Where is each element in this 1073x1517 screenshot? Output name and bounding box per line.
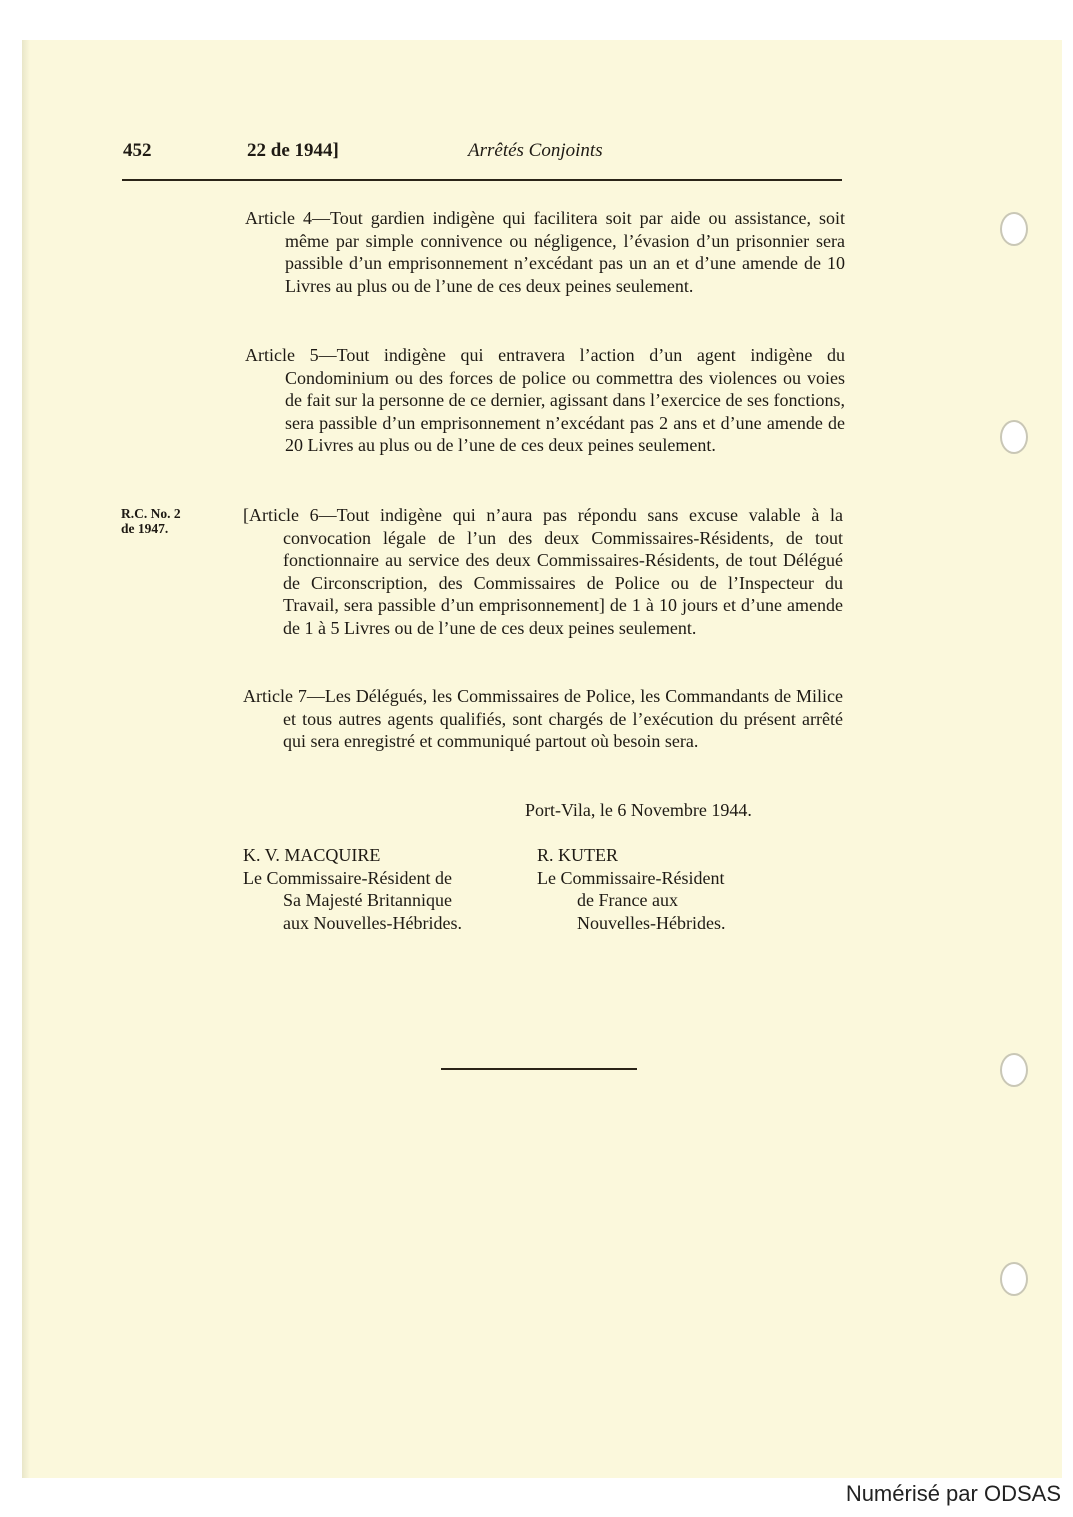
place-and-date: Port-Vila, le 6 Novembre 1944. [525, 800, 752, 820]
page-edge-shadow [22, 40, 30, 1478]
digitised-credit: Numérisé par ODSAS [845, 1481, 1061, 1506]
article-6: [Article 6—Tout indigène qui n’aura pas répondu sans excuse valable à la convocation légale de l’un des deux Commissaires-Résidents, de tout fonctionnaire au service des deux Commissaires-Résidents, de tout Délégué de Circonscription, des Commissaires de Police ou de l’Inspecteur du Travail, sera passible d’un emprisonnement] de 1 à 10 jours et d’une amende de 1 à 5 Livres ou de l’une de ces deux peines seulement. [243, 505, 843, 638]
binder-hole [1000, 1053, 1028, 1087]
binder-hole [1000, 1262, 1028, 1296]
signatory-name: R. KUTER [537, 845, 618, 865]
signatory-title: Sa Majesté Britannique [283, 890, 452, 910]
signature-british [243, 844, 462, 934]
signatory-title: Le Commissaire-Résident [537, 867, 725, 888]
binder-hole [1000, 212, 1028, 246]
end-rule [441, 1068, 637, 1070]
signatory-name: K. V. MACQUIRE [243, 845, 381, 865]
signatory-title: Nouvelles-Hébrides. [577, 912, 726, 933]
article-7: Article 7—Les Délégués, les Commissaires de Police, les Commandants de Milice et tous autres agents qualifiés, sont chargés de l’exécution du présent arrêté qui sera enregistré et communiqué partout où besoin sera. [243, 686, 843, 751]
signatory-title: Le Commissaire-Résident de [243, 867, 452, 888]
margin-note-line: de 1947. [121, 521, 169, 536]
article-4: Article 4—Tout gardien indigène qui facilitera soit par aide ou assistance, soit même par simple connivence ou négligence, l’évasion d’un prisonnier sera passible d’un emprisonnement n’excédant pas un an et d’une amende de 10 Livres au plus ou de l’une de ces deux peines seulement. [245, 208, 845, 296]
running-title: Arrêtés Conjoints [468, 140, 603, 161]
signature-french [537, 844, 725, 934]
binder-hole [1000, 420, 1028, 454]
signatory-title: aux Nouvelles-Hébrides. [283, 912, 462, 933]
page-number: 452 [123, 140, 152, 161]
margin-note-line: R.C. No. 2 [121, 506, 181, 521]
header-rule [122, 179, 842, 181]
article-5: Article 5—Tout indigène qui entravera l’action d’un agent indigène du Condominium ou des forces de police ou commettra des violences ou voies de fait sur la personne de ce dernier, agissant dans l’exercice de ses fonctions, sera passible d’un emprisonnement n’excédant pas 2 ans et d’une amende de 20 Livres au plus ou de l’une de ces deux peines seulement. [245, 345, 845, 455]
header-reference: 22 de 1944] [247, 140, 339, 161]
margin-note [121, 506, 181, 536]
signatory-title: de France aux [577, 890, 678, 910]
